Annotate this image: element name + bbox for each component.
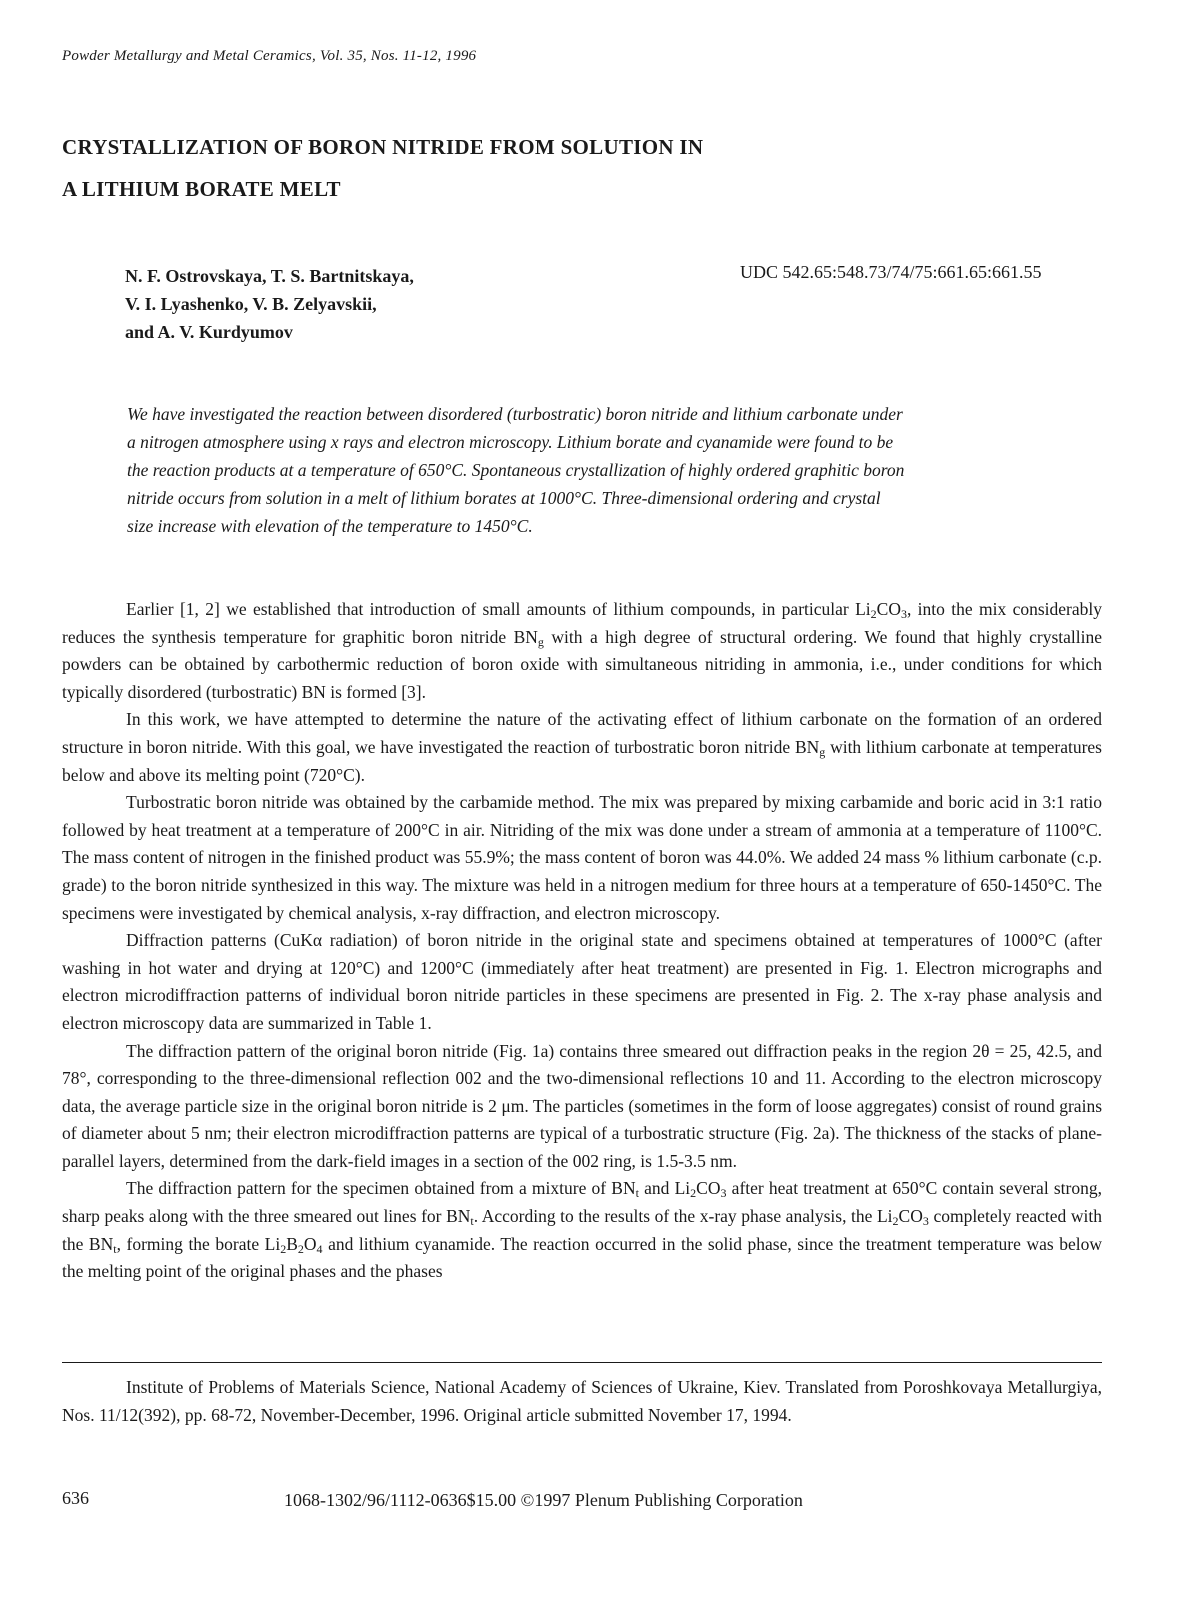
abstract-line: We have investigated the reaction between disordered (turbostratic) boron nitride and lithium carbonate under	[127, 404, 903, 424]
abstract-line: a nitrogen atmosphere using x rays and electron microscopy. Lithium borate and cyanamide were found to be	[127, 432, 894, 452]
author-line-1: N. F. Ostrovskaya, T. S. Bartnitskaya,	[125, 266, 414, 286]
body-paragraph-6: The diffraction pattern for the specimen obtained from a mixture of $BN_t$ and $Li_2CO_3$ after heat treatment at 650°C contain several strong, sharp peaks along with the three smeared out lines for $BN_t$. According to the results of the x-ray phase analysis, the $Li_2CO_3$ completely reacted with the $BN_t$, forming the borate $Li_2B_2O_4$ and lithium cyanamide. The reaction occurred in the solid phase, since the treatment temperature was below the melting point of the original phases and the phases	[62, 1178, 1102, 1282]
body-paragraph-3: Turbostratic boron nitride was obtained by the carbamide method. The mix was prepared by mixing carbamide and boric acid in 3:1 ratio followed by heat treatment at a temperature of 200°C in air. Nitriding of the mix was done under a stream of ammonia at a temperature of 1100°C. The mass content of nitrogen in the finished product was 55.9%; the mass content of boron was 44.0%. We added 24 mass % lithium carbonate (c.p. grade) to the boron nitride synthesized in this way. The mixture was held in a nitrogen medium for three hours at a temperature of 650-1450°C. The specimens were investigated by chemical analysis, x-ray diffraction, and electron microscopy.	[62, 792, 1102, 923]
body-paragraph-1: Earlier [1, 2] we established that introduction of small amounts of lithium compounds, in particular $Li_2CO_3$, into the mix considerably reduces the synthesis temperature for graphitic boron nitride $BN_g$ with a high degree of structural ordering. We found that highly crystalline powders can be obtained by carbothermic reduction of boron oxide with simultaneous nitriding in ammonia, i.e., under conditions for which typically disordered (turbostratic) BN is formed [3].	[62, 599, 1102, 702]
body-paragraph-2: In this work, we have attempted to determine the nature of the activating effect of lithium carbonate on the formation of an ordered structure in boron nitride. With this goal, we have investigated the reaction of turbostratic boron nitride $BN_g$ with lithium carbonate at temperatures below and above its melting point (720°C).	[62, 709, 1102, 785]
title-line-2: A LITHIUM BORATE MELT	[62, 177, 341, 201]
footnote-divider	[62, 1362, 1102, 1363]
author-line-3: and A. V. Kurdyumov	[125, 322, 293, 342]
abstract-line: nitride occurs from solution in a melt of lithium borates at 1000°C. Three-dimensional ordering and crystal	[127, 488, 881, 508]
body-paragraph-4: Diffraction patterns (CuKα radiation) of boron nitride in the original state and specimens obtained at temperatures of 1000°C (after washing in hot water and drying at 120°C) and 1200°C (immediately after heat treatment) are presented in Fig. 1. Electron micrographs and electron microdiffraction patterns of individual boron nitride particles in these specimens are presented in Fig. 2. The x-ray phase analysis and electron microscopy data are summarized in Table 1.	[62, 930, 1102, 1033]
journal-citation: Powder Metallurgy and Metal Ceramics, Vol. 35, Nos. 11-12, 1996	[62, 48, 477, 64]
body-paragraph-5: The diffraction pattern of the original boron nitride (Fig. 1a) contains three smeared out diffraction peaks in the region 2θ = 25, 42.5, and 78°, corresponding to the three-dimensional reflection 002 and the two-dimensional reflections 10 and 11. According to the electron microscopy data, the average particle size in the original boron nitride is 2 μm. The particles (sometimes in the form of loose aggregates) consist of round grains of diameter about 5 nm; their electron microdiffraction patterns are typical of a turbostratic structure (Fig. 2a). The thickness of the stacks of plane-parallel layers, determined from the dark-field images in a section of the 002 ring, is 1.5-3.5 nm.	[62, 1040, 1102, 1171]
article-title	[62, 126, 1102, 210]
affiliation-footnote	[62, 1374, 1102, 1429]
abstract	[127, 400, 1037, 540]
title-line-1: CRYSTALLIZATION OF BORON NITRIDE FROM SOLUTION IN	[62, 135, 704, 159]
copyright-line: 1068-1302/96/1112-0636$15.00 ©1997 Plenum Publishing Corporation	[284, 1490, 803, 1510]
article-body	[62, 596, 1102, 1286]
abstract-line: the reaction products at a temperature of 650°C. Spontaneous crystallization of highly ordered graphitic boron	[127, 460, 905, 480]
author-line-2: V. I. Lyashenko, V. B. Zelyavskii,	[125, 294, 377, 314]
abstract-line: size increase with elevation of the temperature to 1450°C.	[127, 516, 533, 536]
page-number: 636	[62, 1488, 89, 1508]
footnote-text: Institute of Problems of Materials Science, National Academy of Sciences of Ukraine, Kiev. Translated from Poroshkovaya Metallurgiya, Nos. 11/12(392), pp. 68-72, November-December, 1996. Original article submitted November 17, 1994.	[62, 1377, 1102, 1425]
udc-code: UDC 542.65:548.73/74/75:661.65:661.55	[740, 262, 1042, 282]
author-list	[125, 262, 414, 346]
